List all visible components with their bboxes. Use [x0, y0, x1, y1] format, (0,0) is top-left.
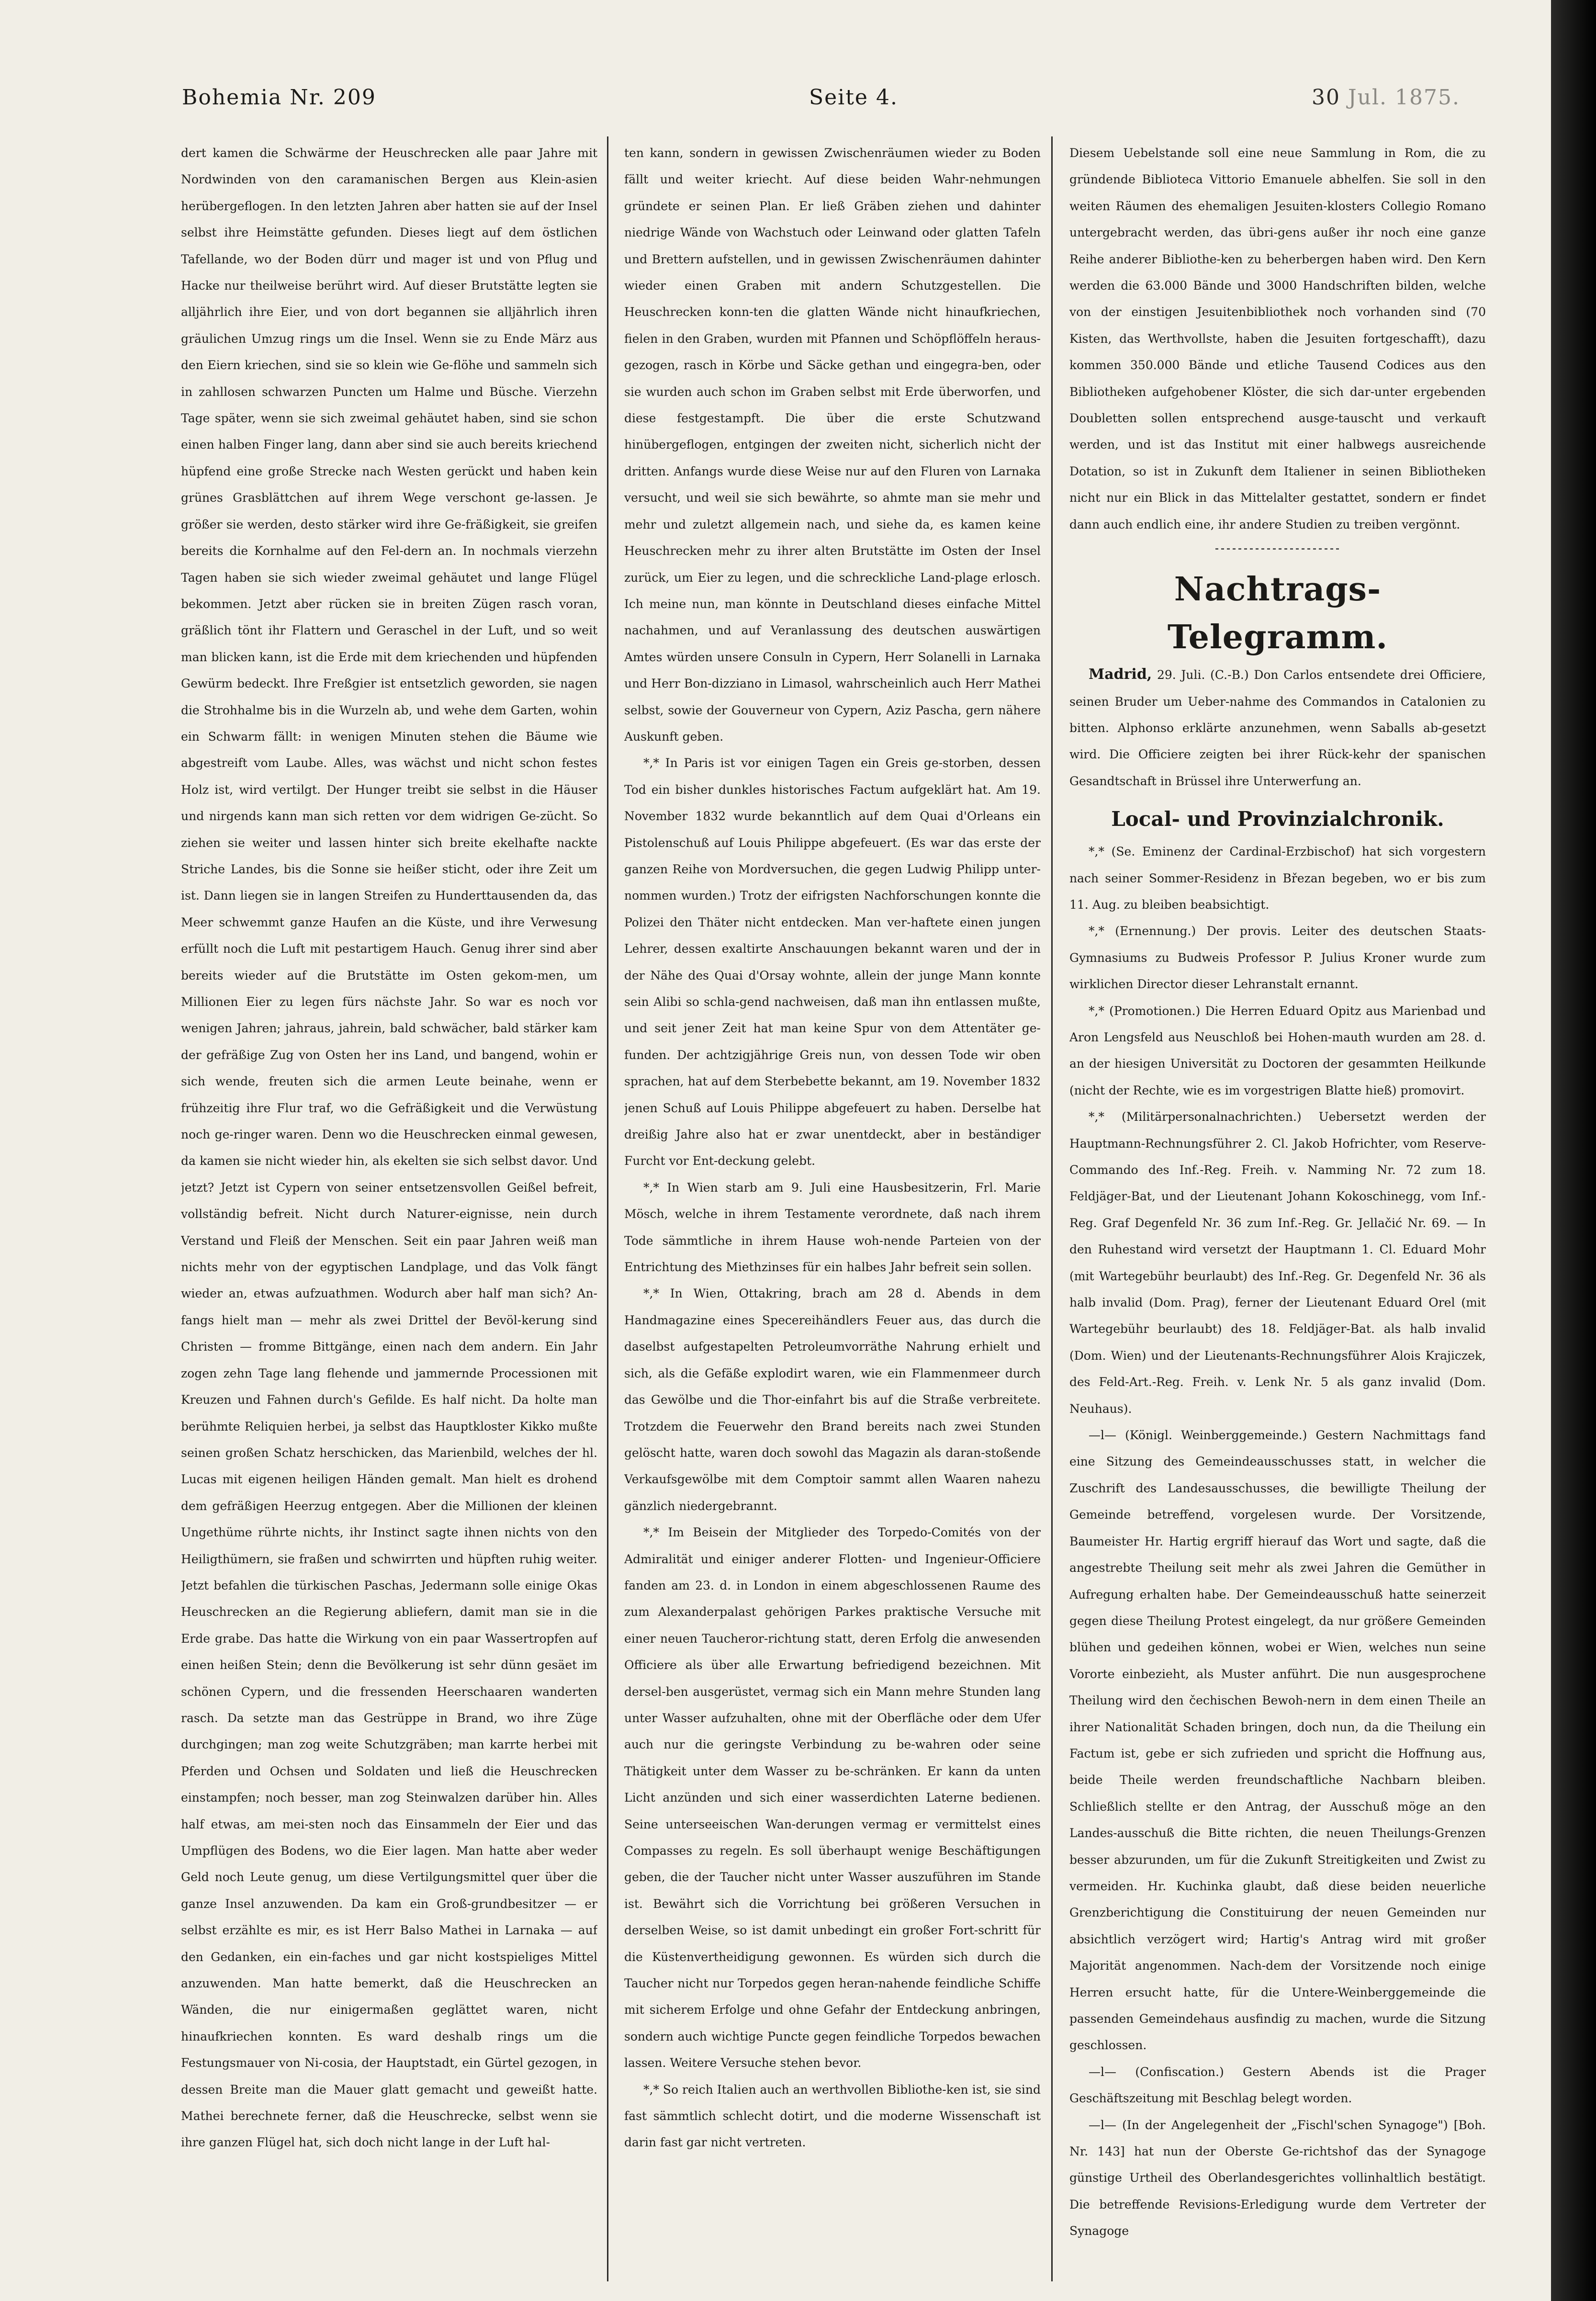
news-item-torpedo-diving: *,* Im Beisein der Mitglieder des Torpedo-Comités von der Admiralität und einiger anderer Flotten- und Ingenieur-Officiere fanden am 23. d. in London in einem abgeschlossenen Raume des zum Alexanderpalast gehörigen Parkes praktische Versuche mit einer neuen Taucheror-richtung statt, deren Erfolg die anwesenden Officiere als über alle Erwartung befriedigend bezeichnen. Mit dersel-ben ausgerüstet, vermag sich ein Mann mehre Stunden lang unter Wasser aufzuhalten, ohne mit der Oberfläche oder dem Ufer auch nur die geringste Verbindung zu be-wahren oder seine Thätigkeit unter dem Wasser zu be-schränken. Er kann da unten Licht anzünden und sich einer wasserdichten Laterne bedienen. Seine unterseeischen Wan-derungen vermag er vermittelst eines Compasses zu regeln. Es soll überhaupt wenige Beschäftigungen geben, die der Taucher nicht unter Wasser auszuführen im Stande ist. Bewährt sich die Vorrichtung bei größeren Versuchen in derselben Weise, so ist damit unbedingt ein großer Fort-schritt für die Küstenvertheidigung gewonnen. Es würden sich durch die Taucher nicht nur Torpedos gegen heran-nahende feindliche Schiffe mit sicherem Erfolge und ohne Gefahr der Entdeckung anbringen, sondern auch wichtige Puncte gegen feindliche Torpedos bewachen lassen. Weitere Versuche stehen bevor. — [624, 1525, 1041, 2070]
news-item-vienna-fire: *,* In Wien, Ottakring, brach am 28 d. Abends in dem Handmagazine eines Specereihändlers Feuer aus, das durch die daselbst aufgestapelten Petroleumvorräthe Nahrung erhielt und sich, als die Gefäße explodirt waren, wie ein Flammenmeer durch das Gewölbe und die Thor-einfahrt bis auf die Straße verbreitete. Trotzdem die Feuerwehr den Brand bereits nach zwei Stunden gelöscht hatte, waren doch sowohl das Magazin als daran-stoßende Verkaufsgewölbe mit dem Comptoir sammt allen Waaren nahezu gänzlich niedergebrannt. — [624, 1286, 1041, 1513]
article-locusts-continuation: ten kann, sondern in gewissen Zwischenräumen wieder zu Boden fällt und weiter kriecht. Auf diese beiden Wahr-nehmungen gründete er seinen Plan. Er ließ Gräben ziehen und dahinter niedrige Wände von Wachstuch oder Leinwand oder glatten Tafeln und Brettern aufstellen, und in gewissen Zwischenräumen dahinter wieder einen Graben mit andern Schutzgestellen. Die Heuschrecken konn-ten die glatten Wände nicht hinaufkriechen, fielen in den Graben, wurden mit Pfannen und Schöpflöffeln heraus-gezogen, rasch in Körbe und Säcke gethan und eingegra-ben, oder sie wurden auch schon im Graben selbst mit Erde überworfen, und diese festgestampft. Die über die erste Schutzwand hinübergeflogen, entgingen der zweiten nicht, sicherlich nicht der dritten. Anfangs wurde diese Weise nur auf den Fluren von Larnaka versucht, und weil sie sich bewährte, so ahmte man sie mehr und mehr und zuletzt allgemein nach, und siehe da, es kamen keine Heuschrecken mehr zu ihrer alten Brutstätte im Osten der Insel zurück, um Eier zu legen, und die schreckliche Land-plage erlosch. Ich meine nun, man könnte in Deutschland dieses einfache Mittel nachahmen, und auf Veranlassung des deutschen auswärtigen Amtes würden unsere Consuln in Cypern, Herr Solanelli in Larnaka und Herr Bon-dizziano in Limasol, wahrscheinlich auch Herr Mathei selbst, sowie der Gouverneur von Cypern, Aziz Pascha, gern nähere Auskunft geben. — [624, 146, 1041, 744]
issue-date — [1312, 85, 1460, 119]
column-1 — [181, 140, 597, 2285]
article-locusts-text: dert kamen die Schwärme der Heuschrecken alle paar Jahre mit Nordwinden von den caramanischen Bergen aus Klein-asien herübergeflogen. In den letzten Jahren aber hatten sie auf der Insel selbst ihre Heimstätte gefunden. Dieses liegt auf dem östlichen Tafellande, wo der Boden dürr und mager ist und von Pflug und Hacke nur theilweise berührt wird. Auf dieser Brutstätte legten sie alljährlich ihre Eier, und von dort begannen sie alljährlich ihren gräulichen Umzug rings um die Insel. Wenn sie zu Ende März aus den Eiern kriechen, sind sie so klein wie Ge-flöhe und sammeln sich in zahllosen schwarzen Puncten um Halme und Büsche. Vierzehn Tage später, wenn sie sich zweimal gehäutet haben, sind sie schon einen halben Finger lang, dann aber sind sie auch bereits kriechend hüpfend eine große Strecke nach Westen gerückt und haben kein grünes Grasblättchen auf ihrem Wege verschont ge-lassen. Je größer sie werden, desto stärker wird ihre Ge-fräßigkeit, sie greifen bereits die Kornhalme auf den Fel-dern an. In nochmals vierzehn Tagen haben sie sich wieder zweimal gehäutet und lange Flügel bekommen. Jetzt aber rücken sie in breiten Zügen rasch voran, gräßlich tönt ihr Flattern und Geraschel in der Luft, und so weit man blicken kann, ist die Erde mit dem kriechenden und hüpfenden Gewürm bedeckt. Ihre Freßgier ist entsetzlich geworden, sie nagen die Strohhalme bis in die Wurzeln ab, und wehe dem Garten, wohin ein Schwarm fällt: in wenigen Minuten stehen die Bäume wie abgestreift vom Laube. Alles, was wächst und nicht schon festes Holz ist, wird vertilgt. Der Hunger treibt sie selbst in die Häuser und nirgends kann man sich retten vor dem widrigen Ge-zücht. So ziehen sie weiter und lassen hinter sich breite ekelhafte nackte Striche Landes, bis die Sonne sie heißer sticht, oder ihre Zeit um ist. Dann liegen sie in langen Streifen zu Hunderttausenden da, das Meer schwemmt ganze Haufen an die Küste, und ihre Verwesung erfüllt noch die Luft mit pestartigem Hauch. Genug ihrer sind aber bereits wieder auf die Brutstätte im Osten gekom-men, um Millionen Eier zu legen fürs nächste Jahr. So war es noch vor wenigen Jahren; jahraus, jahrein, bald schwächer, bald stärker kam der gefräßige Zug von Osten her ins Land, und bangend, wohin er sich wende, freuten sich die armen Leute beinahe, wenn er frühzeitig ihre Flur traf, wo die Gefräßigkeit und die Verwüstung noch ge-ringer waren. Denn wo die Heuschrecken einmal gewesen, da kamen sie nicht wieder hin, als ekelten sie sich selbst davor. Und jetzt? Jetzt ist Cypern von seiner entsetzensvollen Geißel befreit, vollständig befreit. Nicht durch Naturer-eignisse, nein durch Verstand und Fleiß der Menschen. Seit ein paar Jahren weiß man nichts mehr von der egyptischen Landplage, und das Volk fängt wieder an, etwas aufzuathmen. Wodurch aber half man sich? An-fangs hielt man — mehr als zwei Drittel der Bevöl-kerung sind Christen — fromme Bittgänge, einen nach dem andern. Ein Jahr zogen zehn Tage lang flehende und jammernde Processionen mit Kreuzen und Fahnen durch's Gefilde. Es half nicht. Da holte man berühmte Reliquien herbei, ja selbst das Hauptkloster Kikko mußte seinen großen Schatz herschicken, das Marienbild, welches der hl. Lucas mit eigenen heiligen Händen gemalt. Man hielt es drohend dem gefräßigen Heerzug entgegen. Aber die Millionen der kleinen Ungethüme rührte nichts, ihr Instinct sagte ihnen nichts von den Heiligthümern, sie fraßen und schwirrten und hüpften ruhig weiter. Jetzt befahlen die türkischen Paschas, Jedermann solle einige Okas Heuschrecken an die Regierung abliefern, damit man sie in die Erde grabe. Das hatte die Wirkung von ein paar Wassertropfen auf einen heißen Stein; denn die Bevölkerung ist sehr dünn gesäet im schönen Cypern, und die fressenden Heerschaaren wanderten rasch. Da setzte man das Gestrüppe in Brand, wo ihre Züge durchgingen; man zog weite Schutzgräben; man karrte herbei mit Pferden und Ochsen und Soldaten und ließ die Heuschrecken einstampfen; noch besser, man zog Steinwalzen darüber hin. Alles half etwas, am mei-sten noch das Einsammeln der Eier und das Umpflügen des Bodens, wo die Eier lagen. Man hatte aber weder Geld noch Leute genug, um diese Vertilgungsmittel quer über die ganze Insel anzuwenden. Da kam ein Groß-grundbesitzer — er selbst erzählte es mir, es ist Herr Balso Mathei in Larnaka — auf den Gedanken, ein ein-faches und gar nicht kostspieliges Mittel anzuwenden. Man hatte bemerkt, daß die Heuschrecken an Wänden, die nur einigermaßen geglättet waren, nicht hinaufkriechen konnten. Es ward deshalb rings um die Festungsmauer von Ni-cosia, der Hauptstadt, ein Gürtel gezogen, in dessen Breite man die Mauer glatt gemacht und geweißt hatte. Mathei berechnete ferner, daß die Heuschrecke, selbst wenn sie ihre ganzen Flügel hat, sich doch nicht lange in der Luft hal- — [181, 146, 597, 2150]
page-number: Seite 4. — [809, 85, 898, 110]
news-item-italy-libraries: *,* So reich Italien auch an werthvollen Bibliothe-ken ist, sie sind fast sämmtlich schlecht dotirt, und die moderne Wissenschaft ist darin fast gar nicht vertreten. — [624, 2082, 1041, 2150]
local-item-military: *,* (Militärpersonalnachrichten.) Uebersetzt werden der Hauptmann-Rechnungsführer 2. Cl. Jakob Hofrichter, vom Reserve-Commando des Inf.-Reg. Freih. v. Namming Nr. 72 zum 18. Feldjäger-Bat, und der Lieutenant Johann Kokoschinegg, vom Inf.-Reg. Graf Degenfeld Nr. 36 zum Inf.-Reg. Gr. Jellačić Nr. 69. — In den Ruhestand wird versetzt der Hauptmann 1. Cl. Eduard Mohr (mit Wartegebühr beurlaubt) des Inf.-Reg. Gr. Degenfeld Nr. 36 als halb invalid (Dom. Prag), ferner der Lieutenant Eduard Orel (mit Wartegebühr beurlaubt) des 18. Feldjäger-Bat. als halb invalid (Dom. Wien) und der Lieutenants-Rechnungsführer Alois Krajiczek, des Feld-Art.-Reg. Freih. v. Lenk Nr. 5 als ganz invalid (Dom. Neuhaus). — [1069, 1110, 1486, 1416]
local-item-cardinal: *,* (Se. Eminenz der Cardinal-Erzbischof) hat sich vorgestern nach seiner Sommer-Residenz in Březan begeben, wo er bis zum 11. Aug. zu bleiben beabsichtigt. — [1069, 845, 1486, 912]
telegram-dateline: Madrid, — [1089, 666, 1152, 683]
ornamental-divider — [1215, 541, 1340, 556]
news-item-rome-library: Diesem Uebelstande soll eine neue Sammlung in Rom, die zu gründende Biblioteca Vittorio Emanuele abhelfen. Sie soll in den weiten Räumen des ehemaligen Jesuiten-klosters Collegio Romano untergebracht werden, das übri-gens außer ihr noch eine ganze Reihe anderer Bibliothe-ken zu beherbergen haben wird. Den Kern werden die 63.000 Bände und 3000 Handschriften bilden, welche von der einstigen Jesuitenbibliothek noch vorhanden sind (70 Kisten, das Werthvollste, haben die Jesuiten fortgeschafft), dazu kommen 350.000 Bände und etliche Tausend Codices aus den Bibliotheken aufgehobener Klöster, die sich dar-unter ergebenden Doubletten sollen entsprechend ausge-tauscht und verkauft werden, und ist das Institut mit einer halbwegs ausreichende Dotation, so ist in Zukunft dem Italiener in seinen Bibliotheken nicht nur ein Blick in das Mittelalter gestattet, sondern er findet dann auch endlich eine, ihr andere Studien zu treiben vergönnt. — [1069, 146, 1486, 531]
local-item-appointment: *,* (Ernennung.) Der provis. Leiter des deutschen Staats-Gymnasiums zu Budweis Professor P. Julius Kroner wurde zum wirklichen Director dieser Lehranstalt ernannt. — [1069, 924, 1486, 992]
issue-date-day: 30 — [1312, 85, 1340, 110]
section-heading-local: Local- und Provinzialchronik. — [1111, 807, 1444, 831]
local-item-synagogue: —l— (In der Angelegenheit der „Fischl'schen Synagoge") [Boh. Nr. 143] hat nun der Oberste Ge-richtshof das der Synagoge günstige Urtheil des Oberlandesgerichtes vollinhaltlich bestätigt. Die betreffende Revisions-Erledigung wurde dem Vertreter der Synagoge — [1069, 2118, 1486, 2238]
telegram-heading: Nachtrags-Telegramm. — [1167, 570, 1388, 657]
local-item-weinberge: —l— (Königl. Weinberggemeinde.) Gestern Nachmittags fand eine Sitzung des Gemeindeausschusses statt, in welcher die Zuschrift des Landesausschusses, die bewilligte Theilung der Gemeinde betreffend, vorgelesen wurde. Der Vorsitzende, Baumeister Hr. Hartig ergriff hierauf das Wort und sagte, daß die angestrebte Theilung seit mehr als zwei Jahren die Gemüther in Aufregung erhalten habe. Der Gemeindeausschuß hatte seinerzeit gegen diese Theilung Protest eingelegt, da nur größere Gemeinden blühen und gedeihen können, wobei er Wien, welches nun seine Vororte einbezieht, als Muster anführt. Die nun ausgesprochene Theilung wird den čechischen Bewoh-nern in dem einen Theile an ihrer Nationalität Schaden bringen, doch nun, da die Theilung ein Factum ist, gebe er sich zufrieden und spricht die Hoffnung aus, beide Theile werden freundschaftliche Nachbarn bleiben. Schließlich stellte er den Antrag, der Ausschuß möge an den Landes-ausschuß die Bitte richten, die neuen Theilungs-Grenzen besser abzurunden, um für die Zukunft Streitigkeiten und Zwist zu vermeiden. Hr. Kuchinka glaubt, daß diese beiden neuerliche Grenzberichtigung die Constituirung der neuen Gemeinden nur absichtlich verzögert wird; Hartig's Antrag wird mit großer Majorität angenommen. Nach-dem der Vorsitzende noch einige Herren ersucht hatte, für die Untere-Weinberggemeinde die passenden Gemeindehaus ausfindig zu machen, wurde die Sitzung geschlossen. — [1069, 1428, 1486, 2053]
scan-border — [1551, 0, 1596, 2301]
local-item-confiscation: —l— (Confiscation.) Gestern Abends ist die Prager Geschäftszeitung mit Beschlag belegt worden. — [1069, 2064, 1486, 2106]
masthead-issue: Bohemia Nr. 209 — [182, 85, 376, 110]
column-3 — [1069, 140, 1486, 2285]
news-item-paris: *,* In Paris ist vor einigen Tagen ein Greis ge-storben, dessen Tod ein bisher dunkles historisches Factum aufgeklärt hat. Am 19. November 1832 wurde bekanntlich auf dem Quai d'Orleans ein Pistolenschuß auf Louis Philippe abgefeuert. (Es war das erste der ganzen Reihe von Mordversuchen, die gegen Ludwig Philipp unter-nommen wurden.) Trotz der eifrigsten Nachforschungen konnte die Polizei den Thäter nicht entdecken. Man ver-haftete einen jungen Lehrer, dessen exaltirte Anschauungen bekannt waren und der in der Nähe des Quai d'Orsay wohnte, allein der junge Mann konnte sein Alibi so schla-gend nachweisen, daß man ihn entlassen mußte, und seit jener Zeit hat man keine Spur von dem Attentäter ge-funden. Der achtzigjährige Greis nun, von dessen Tode wir oben sprachen, hat auf dem Sterbebette bekannt, am 19. November 1832 jenen Schuß auf Louis Philippe abgefeuert zu haben. Derselbe hat dreißig Jahre also hat er zwar unentdeckt, aber in beständiger Furcht vor Ent-deckung gelebt. — [624, 756, 1041, 1168]
column-divider — [1051, 136, 1053, 2281]
local-item-promotions: *,* (Promotionen.) Die Herren Eduard Opitz aus Marienbad und Aron Lengsfeld aus Neuschloß bei Hohen-mauth wurden am 28. d. an der hiesigen Universität zu Doctoren der gesammten Heilkunde (nicht der Rechte, wie es im vorgestrigen Blatte hieß) promovirt. — [1069, 1004, 1486, 1097]
telegram-body: 29. Juli. (C.-B.) Don Carlos entsendete drei Officiere, seinen Bruder um Ueber-nahme des Commandos in Catalonien zu bitten. Alphonso erklärte anzunehmen, wenn Saballs ab-gesetzt wird. Die Officiere zeigten bei ihrer Rück-kehr der spanischen Gesandtschaft in Brüssel ihre Unterwerfung an. — [1069, 668, 1486, 788]
telegram-madrid — [1069, 661, 1486, 794]
news-item-vienna-bequest: *,* In Wien starb am 9. Juli eine Hausbesitzerin, Frl. Marie Mösch, welche in ihrem Testamente verordnete, daß nach ihrem Tode sämmtliche in ihrem Hause woh-nende Parteien von der Entrichtung des Miethzinses für ein halbes Jahr befreit sein sollen. — [624, 1180, 1041, 1275]
column-divider — [607, 136, 608, 2281]
column-2 — [624, 140, 1041, 2285]
issue-date-month-year: Jul. 1875. — [1348, 85, 1460, 110]
